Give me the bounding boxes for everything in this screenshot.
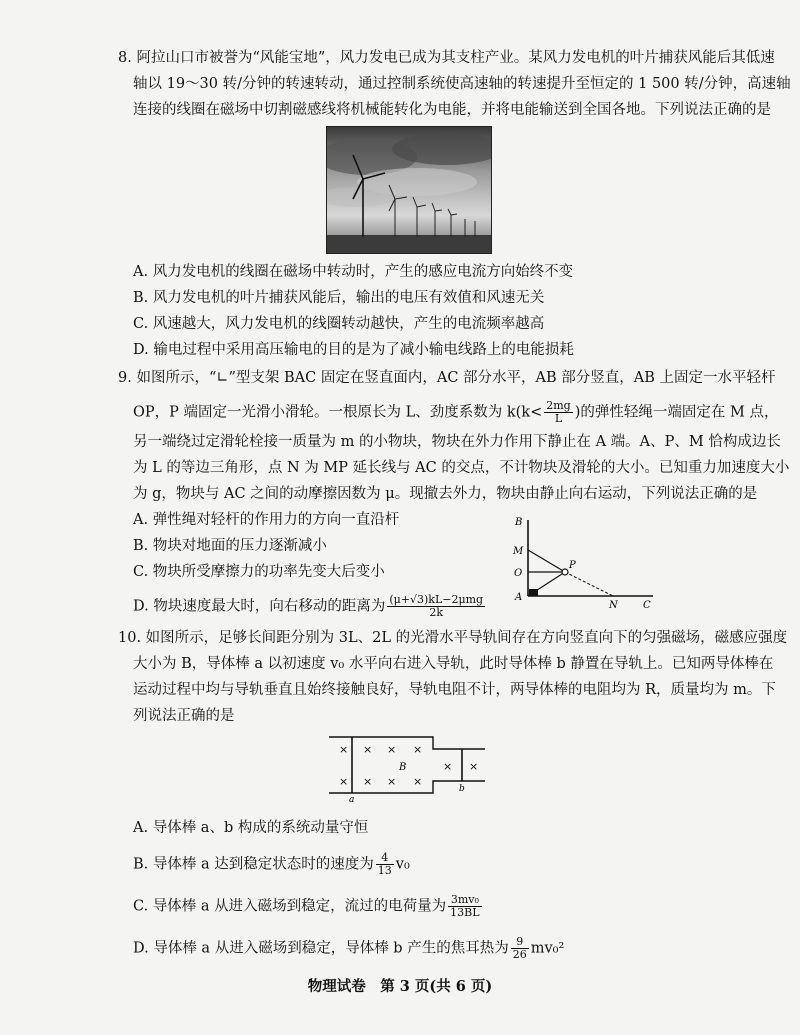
q9-option-c[interactable]: C. 物块所受摩擦力的功率先变大后变小 (133, 564, 385, 580)
q9-dashed-extension (565, 572, 613, 596)
q10-option-b-unit: v₀ (395, 856, 410, 873)
q9-block (529, 589, 538, 596)
q9-stem-line-1: 9. 如图所示，“∟”型支架 BAC 固定在竖直面内，AC 部分水平，AB 部分竖直，AB 上固定一水平轻杆 (118, 370, 776, 386)
q9-option-d-fraction (387, 594, 485, 619)
q10-option-d[interactable] (133, 936, 564, 961)
q10-option-c-denominator: 13BL (450, 906, 480, 919)
q9-support-diagram (505, 512, 665, 612)
q10-stem-line-1: 10. 如图所示，足够长间距分别为 3L、2L 的光滑水平导轨间存在方向竖直向下的匀强磁场，磁感应强度 (118, 630, 788, 646)
q9-label-a: A (515, 592, 523, 603)
q9-stem-line-5: 为 g，物块与 AC 之间的动摩擦因数为 μ。现撤去外力，物块由静止向右运动，下列说法正确的是 (133, 486, 758, 502)
q10-label-a: a (349, 795, 355, 803)
q9-label-m: M (513, 546, 524, 557)
field-cross: × (363, 743, 373, 756)
q9-pulley (562, 569, 568, 575)
q10-option-b-text: B. 导体棒 a 达到稳定状态时的速度为 (133, 856, 374, 873)
q10-option-d-denominator: 26 (512, 948, 527, 961)
q9-label-c: C (643, 600, 651, 611)
q8-stem-line-2: 轴以 19～30 转/分钟的转速转动，通过控制系统使高速轴的转速提升至恒定的 1 500 转/分钟，高速轴 (133, 76, 791, 92)
q9-label-p: P (569, 560, 576, 571)
q9-label-n: N (609, 600, 618, 611)
q9-label-b: B (515, 517, 523, 528)
q10-stem-line-3: 运动过程中均与导轨垂直且始终接触良好，导轨电阻不计，两导体棒的电阻均为 R，质量均为 m。下 (133, 682, 776, 698)
q8-stem-line-3: 连接的线圈在磁场中切割磁感线将机械能转化为电能，并将电能输送到全国各地。下列说法正确的是 (133, 102, 771, 118)
q9-rope-mp (528, 550, 565, 572)
q9-fraction-numerator: 2mg (546, 399, 571, 412)
q9-option-d-numerator: (μ+√3)kL−2μmg (389, 593, 484, 606)
q9-condition-right: ) (574, 404, 581, 421)
q10-rail-diagram (325, 733, 495, 803)
q10-option-c-numerator: 3mv₀ (448, 894, 481, 907)
q9-condition-fraction (544, 400, 572, 425)
q9-stem-line-2b: 的弹性轻绳一端固定在 M 点， (580, 404, 779, 421)
field-cross: × (443, 760, 453, 773)
q9-option-d[interactable] (133, 594, 487, 619)
q9-stem-line-4: 为 L 的等边三角形，点 N 为 MP 延长线与 AC 的交点，不计物块及滑轮的大小。已知重力加速度大小 (133, 460, 790, 476)
q10-option-b[interactable] (133, 852, 410, 877)
q9-fraction-denominator: L (554, 412, 563, 425)
q10-stem-line-2: 大小为 B，导体棒 a 以初速度 v₀ 水平向右进入导轨，此时导体棒 b 静置在导轨上。已知两导体棒在 (133, 656, 774, 672)
q9-option-d-text: D. 物块速度最大时，向右移动的距离为 (133, 598, 386, 615)
q10-option-b-fraction (376, 852, 394, 877)
q10-option-a[interactable]: A. 导体棒 a、b 构成的系统动量守恒 (133, 820, 369, 836)
field-cross: × (363, 775, 373, 788)
q9-condition-left: (k< (515, 404, 543, 421)
q10-label-b-field: B (399, 762, 407, 773)
q10-option-d-numerator: 9 (511, 936, 529, 949)
field-cross: × (339, 775, 349, 788)
q8-option-d[interactable]: D. 输电过程中采用高压输电的目的是为了减小输电线路上的电能损耗 (133, 342, 574, 358)
q10-option-d-text: D. 导体棒 a 从进入磁场到稳定，导体棒 b 产生的焦耳热为 (133, 940, 509, 957)
q9-stem-line-2 (133, 400, 778, 425)
q10-option-c[interactable] (133, 894, 484, 919)
q10-option-b-denominator: 13 (377, 864, 392, 877)
field-cross: × (387, 775, 397, 788)
field-cross: × (387, 743, 397, 756)
q10-option-c-text: C. 导体棒 a 从进入磁场到稳定，流过的电荷量为 (133, 898, 447, 915)
q9-stem-line-3: 另一端绕过定滑轮栓接一质量为 m 的小物块，物块在外力作用下静止在 A 端。A、P、M 恰构成边长 (133, 434, 781, 450)
q9-option-b[interactable]: B. 物块对地面的压力逐渐减小 (133, 538, 327, 554)
wind-turbine-photo (326, 126, 492, 254)
q10-option-d-unit: mv₀² (530, 940, 565, 957)
page-footer: 物理试卷 第 3 页(共 6 页) (307, 978, 493, 995)
q10-option-d-fraction (511, 936, 529, 961)
q8-option-b[interactable]: B. 风力发电机的叶片捕获风能后，输出的电压有效值和风速无关 (133, 290, 545, 306)
field-cross: × (413, 743, 423, 756)
q9-stem-line-2a: OP，P 端固定一光滑小滑轮。一根原长为 L、劲度系数为 k (133, 404, 516, 421)
q9-option-d-denominator: 2k (429, 606, 444, 619)
field-cross: × (413, 775, 423, 788)
q8-option-c[interactable]: C. 风速越大，风力发电机的线圈转动越快，产生的电流频率越高 (133, 316, 545, 332)
q8-stem-line-1: 8. 阿拉山口市被誉为“风能宝地”，风力发电已成为其支柱产业。某风力发电机的叶片捕获风能后其低速 (118, 50, 775, 66)
q10-stem-line-4: 列说法正确的是 (133, 708, 235, 724)
q10-option-b-numerator: 4 (376, 852, 394, 865)
q9-option-a[interactable]: A. 弹性绳对轻杆的作用力的方向一直沿杆 (133, 512, 400, 528)
q8-option-a[interactable]: A. 风力发电机的线圈在磁场中转动时，产生的感应电流方向始终不变 (133, 264, 574, 280)
field-cross: × (339, 743, 349, 756)
wind-turbine-image (327, 127, 491, 253)
q9-label-o: O (514, 568, 523, 579)
q10-option-c-fraction (448, 894, 481, 919)
q10-label-b-rod: b (459, 784, 465, 794)
field-cross: × (469, 760, 479, 773)
